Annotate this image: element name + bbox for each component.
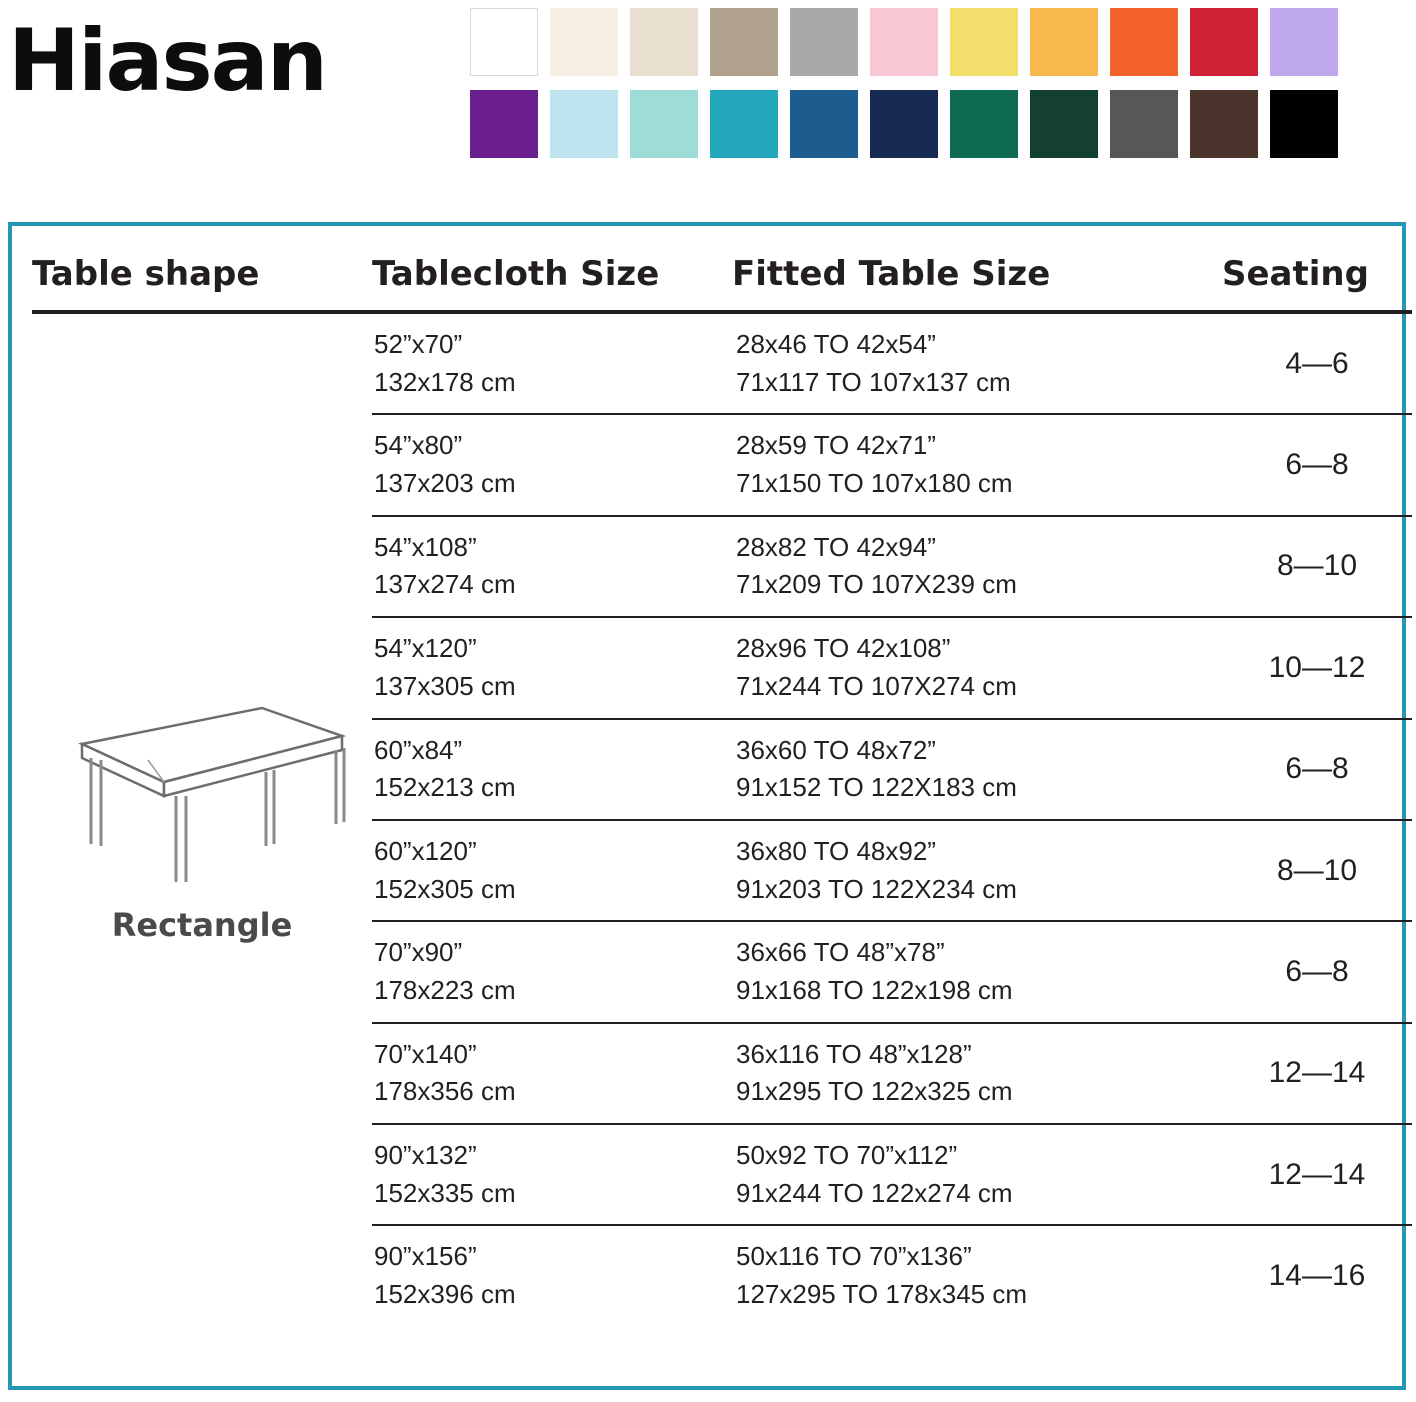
cell-seating: 12—14 <box>1222 1124 1412 1225</box>
cell-seating: 8—10 <box>1222 820 1412 921</box>
swatch-navy[interactable] <box>870 90 938 158</box>
swatch-gold[interactable] <box>1030 8 1098 76</box>
swatch-emerald[interactable] <box>950 90 1018 158</box>
swatch-denim-blue[interactable] <box>790 90 858 158</box>
swatch-lavender[interactable] <box>1270 8 1338 76</box>
shape-label: Rectangle <box>111 905 293 944</box>
swatch-beige[interactable] <box>630 8 698 76</box>
swatch-gray[interactable] <box>790 8 858 76</box>
cell-seating: 8—10 <box>1222 516 1412 617</box>
header-fitted-table-size: Fitted Table Size <box>732 254 1051 294</box>
cell-seating: 6—8 <box>1222 719 1412 820</box>
cell-fitted-table-size <box>732 921 1222 1022</box>
table-row <box>32 312 1412 414</box>
cell-fitted-table-size <box>732 617 1222 718</box>
cloth-size-inches: 52”x70” <box>374 329 463 359</box>
fitted-size-inches: 28x96 TO 42x108” <box>736 633 951 664</box>
fitted-size-inches: 50x92 TO 70”x112” <box>736 1140 958 1170</box>
fitted-size-cm: 127x295 TO 178x345 cm <box>736 1279 1028 1310</box>
cell-tablecloth-size <box>372 820 732 921</box>
cloth-size-inches: 60”x120” <box>374 835 477 866</box>
cloth-size-inches: 54”x80” <box>374 430 463 461</box>
cell-fitted-table-size <box>732 312 1222 414</box>
cloth-size-cm: 137x274 cm <box>374 569 516 600</box>
cell-fitted-table-size <box>732 516 1222 617</box>
cloth-size-cm: 137x305 cm <box>374 670 516 701</box>
swatch-purple[interactable] <box>470 90 538 158</box>
cell-fitted-table-size <box>732 719 1222 820</box>
cloth-size-cm: 152x305 cm <box>374 873 516 904</box>
swatch-white[interactable] <box>470 8 538 76</box>
cloth-size-inches: 60”x84” <box>374 734 463 765</box>
cell-seating: 12—14 <box>1222 1023 1412 1124</box>
swatch-yellow[interactable] <box>950 8 1018 76</box>
fitted-size-cm: 91x168 TO 122x198 cm <box>736 974 1013 1005</box>
cloth-size-cm: 178x223 cm <box>374 974 516 1005</box>
fitted-size-inches: 36x80 TO 48x92” <box>736 835 936 866</box>
cloth-size-cm: 178x356 cm <box>374 1076 516 1107</box>
cloth-size-inches: 90”x156” <box>374 1241 477 1272</box>
cell-seating: 6—8 <box>1222 921 1412 1022</box>
table-header-row <box>32 246 1412 312</box>
fitted-size-inches: 36x116 TO 48”x128” <box>736 1038 972 1069</box>
swatch-black[interactable] <box>1270 90 1338 158</box>
shape-cell <box>32 312 372 1326</box>
swatch-teal[interactable] <box>710 90 778 158</box>
rectangle-table-icon <box>52 696 352 896</box>
cloth-size-cm: 152x396 cm <box>374 1279 516 1310</box>
cell-tablecloth-size <box>372 312 732 414</box>
cell-tablecloth-size <box>372 1023 732 1124</box>
cell-seating: 6—8 <box>1222 414 1412 515</box>
cell-fitted-table-size <box>732 414 1222 515</box>
fitted-size-inches: 36x60 TO 48x72” <box>736 734 936 765</box>
fitted-size-inches: 28x82 TO 42x94” <box>736 531 936 562</box>
fitted-size-cm: 91x152 TO 122X183 cm <box>736 772 1017 803</box>
header-seating: Seating <box>1222 254 1369 294</box>
swatch-pink[interactable] <box>870 8 938 76</box>
cell-tablecloth-size <box>372 1124 732 1225</box>
cloth-size-inches: 54”x120” <box>374 633 477 664</box>
header-table-shape: Table shape <box>32 254 260 294</box>
cloth-size-cm: 152x335 cm <box>374 1177 516 1208</box>
fitted-size-inches: 36x66 TO 48”x78” <box>736 937 945 968</box>
size-chart-table <box>32 246 1412 1326</box>
size-chart-frame <box>8 222 1406 1390</box>
swatch-ivory[interactable] <box>550 8 618 76</box>
cell-tablecloth-size <box>372 617 732 718</box>
cloth-size-inches: 90”x132” <box>374 1140 477 1170</box>
cloth-size-inches: 54”x108” <box>374 531 477 562</box>
cell-seating: 4—6 <box>1222 312 1412 414</box>
cell-tablecloth-size <box>372 414 732 515</box>
color-swatch-palette <box>470 0 1416 172</box>
fitted-size-cm: 91x295 TO 122x325 cm <box>736 1076 1013 1107</box>
cell-tablecloth-size <box>372 516 732 617</box>
swatch-charcoal-gray[interactable] <box>1110 90 1178 158</box>
cell-tablecloth-size <box>372 1225 732 1325</box>
cloth-size-cm: 132x178 cm <box>374 366 516 397</box>
swatch-taupe[interactable] <box>710 8 778 76</box>
cell-seating: 14—16 <box>1268 1259 1366 1293</box>
cell-seating: 10—12 <box>1222 617 1412 718</box>
brand-logo: Hiasan <box>8 11 326 111</box>
fitted-size-cm: 71x150 TO 107x180 cm <box>736 468 1013 499</box>
header-tablecloth-size: Tablecloth Size <box>372 254 660 294</box>
cell-fitted-table-size <box>732 820 1222 921</box>
fitted-size-cm: 91x203 TO 122X234 cm <box>736 873 1017 904</box>
cloth-size-inches: 70”x140” <box>374 1038 477 1069</box>
swatch-row-1 <box>470 8 1416 76</box>
swatch-row-2 <box>470 90 1416 158</box>
cloth-size-cm: 137x203 cm <box>374 468 516 499</box>
fitted-size-inches: 28x46 TO 42x54” <box>736 329 936 359</box>
swatch-orange[interactable] <box>1110 8 1178 76</box>
fitted-size-cm: 71x244 TO 107X274 cm <box>736 670 1017 701</box>
fitted-size-cm: 91x244 TO 122x274 cm <box>736 1177 1013 1208</box>
cell-fitted-table-size <box>732 1124 1222 1225</box>
fitted-size-cm: 71x209 TO 107X239 cm <box>736 569 1017 600</box>
cell-fitted-table-size <box>732 1225 1222 1325</box>
swatch-dark-brown[interactable] <box>1190 90 1258 158</box>
fitted-size-inches: 50x116 TO 70”x136” <box>736 1241 972 1272</box>
cell-tablecloth-size <box>372 921 732 1022</box>
cloth-size-inches: 70”x90” <box>374 937 463 968</box>
fitted-size-cm: 71x117 TO 107x137 cm <box>736 366 1011 397</box>
fitted-size-inches: 28x59 TO 42x71” <box>736 430 936 461</box>
swatch-light-blue[interactable] <box>550 90 618 158</box>
swatch-dark-green[interactable] <box>1030 90 1098 158</box>
swatch-aqua[interactable] <box>630 90 698 158</box>
swatch-red[interactable] <box>1190 8 1258 76</box>
cell-tablecloth-size <box>372 719 732 820</box>
page-header <box>0 0 1416 200</box>
cell-fitted-table-size <box>732 1023 1222 1124</box>
cloth-size-cm: 152x213 cm <box>374 772 516 803</box>
